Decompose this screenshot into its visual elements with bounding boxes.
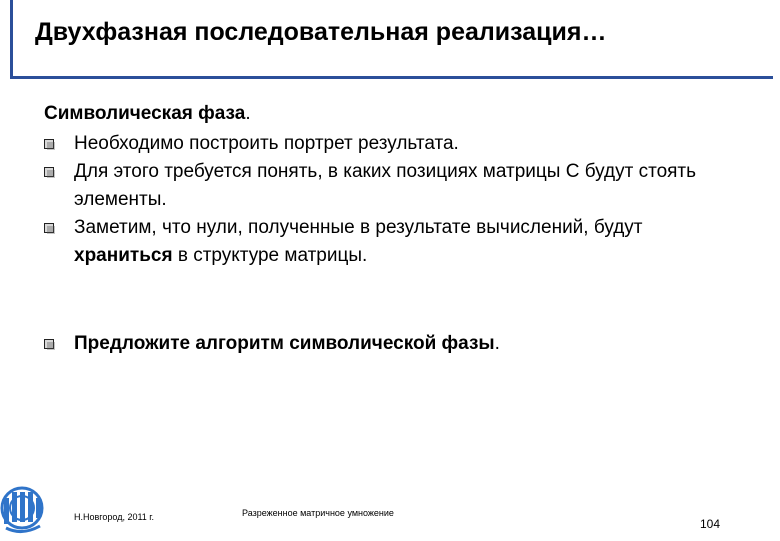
bullet-text-bold: храниться — [74, 245, 173, 266]
slide-content — [44, 100, 744, 358]
list-item — [44, 130, 744, 158]
list-item — [44, 214, 744, 270]
bullet-text-after: в структуре матрицы. — [172, 245, 368, 266]
square-bullet-icon — [44, 139, 54, 149]
page-number: 104 — [700, 517, 721, 531]
footer-course-title: Разреженное матричное умножение — [242, 508, 394, 518]
university-logo-icon — [0, 478, 48, 536]
slide-title: Двухфазная последовательная реализация… — [35, 18, 607, 46]
bullet-text: Для этого требуется понять, в каких позициях матрицы С будут стоять элементы. — [74, 161, 697, 210]
task-text-tail: . — [494, 333, 500, 354]
bullet-text-before: Заметим, что нули, полученные в результате вычислений, будут — [74, 217, 643, 238]
title-bar — [10, 0, 773, 79]
task-text-bold: Предложите алгоритм символической фазы — [74, 333, 495, 354]
list-item — [44, 158, 744, 214]
section-heading — [44, 100, 744, 128]
bullet-list — [44, 130, 744, 358]
heading-tail: . — [245, 103, 251, 124]
bullet-text: Необходимо построить портрет результата. — [74, 133, 459, 154]
task-item — [44, 330, 744, 358]
footer-location: Н.Новгород, 2011 г. — [74, 512, 154, 522]
square-bullet-icon — [44, 223, 54, 233]
square-bullet-icon — [44, 339, 54, 349]
square-bullet-icon — [44, 167, 54, 177]
heading-strong: Символическая фаза — [44, 103, 246, 124]
